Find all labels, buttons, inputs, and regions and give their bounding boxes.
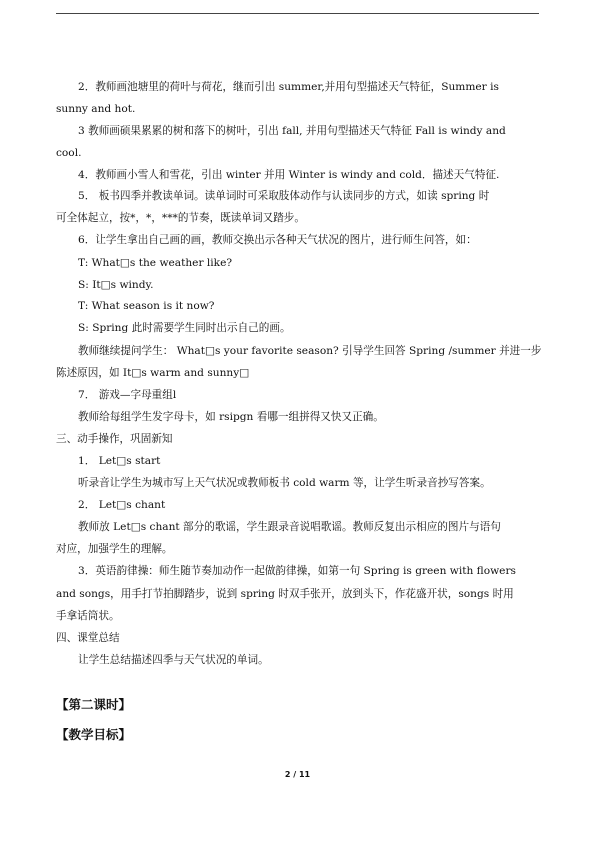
paragraph: 3．英语韵律操：师生随节奏加动作一起做韵律操，如第一句 Spring is green with flowers: [78, 565, 516, 577]
paragraph: 让学生总结描述四季与天气状况的单词。: [78, 654, 269, 666]
paragraph: 7． 游戏—字母重组l: [78, 389, 177, 401]
paragraph: 教师给每组学生发字母卡，如 rsipgn 看哪一组拼得又快又正确。: [78, 411, 384, 423]
section-heading: 三、动手操作，巩固新知: [56, 433, 173, 445]
paragraph: 2． Let□s chant: [78, 499, 166, 511]
paragraph: 3 教师画硕果累累的树和落下的树叶，引出 fall, 并用句型描述天气特征 Fall is windy and: [78, 125, 506, 137]
dialogue-line: T: What□s the weather like?: [78, 257, 233, 269]
dialogue-line: S: It□s windy.: [78, 279, 154, 291]
dialogue-line: T: What season is it now?: [78, 300, 215, 312]
paragraph: cool.: [56, 147, 82, 159]
paragraph: 4．教师画小雪人和雪花，引出 winter 并用 Winter is windy and cold．描述天气特征.: [78, 169, 500, 181]
header-rule: [56, 13, 539, 14]
section-heading: 四、课堂总结: [56, 632, 120, 644]
objectives-heading: 【教学目标】: [56, 727, 132, 742]
paragraph: 1． Let□s start: [78, 455, 161, 467]
paragraph: 5． 板书四季并教读单词。读单词时可采取肢体动作与认读同步的方式，如读 spring 时: [78, 190, 490, 202]
page-number: 2 / 11: [284, 770, 311, 779]
paragraph: 教师继续提问学生： What□s your favorite season? 引导学生回答 Spring /summer 并进一步: [78, 345, 542, 357]
paragraph: 2．教师画池塘里的荷叶与荷花，继而引出 summer,并用句型描述天气特征，Summer is: [78, 81, 499, 93]
paragraph: sunny and hot.: [56, 103, 136, 115]
paragraph: and songs，用手打节拍脚踏步，说到 spring 时双手张开，放到头下，作花盛开状，songs 时用: [56, 588, 514, 600]
paragraph: 6．让学生拿出自己画的画，教师交换出示各种天气状况的图片，进行师生问答，如：: [78, 234, 477, 246]
lesson-heading: 【第二课时】: [56, 697, 132, 712]
paragraph: 手拿话筒状。: [56, 610, 120, 622]
dialogue-line: S: Spring 此时需要学生同时出示自己的画。: [78, 322, 291, 334]
paragraph: 陈述原因，如 It□s warm and sunny□: [56, 367, 250, 379]
paragraph: 教师放 Let□s chant 部分的歌谣，学生跟录音说唱歌谣。教师反复出示相应的图片与语句: [78, 521, 501, 533]
paragraph: 可全体起立，按*，*，***的节奏，既读单词又踏步。: [56, 212, 305, 224]
paragraph: 对应，加强学生的理解。: [56, 543, 173, 555]
paragraph: 听录音让学生为城市写上天气状况或教师板书 cold warm 等，让学生听录音抄写答案。: [78, 477, 491, 489]
